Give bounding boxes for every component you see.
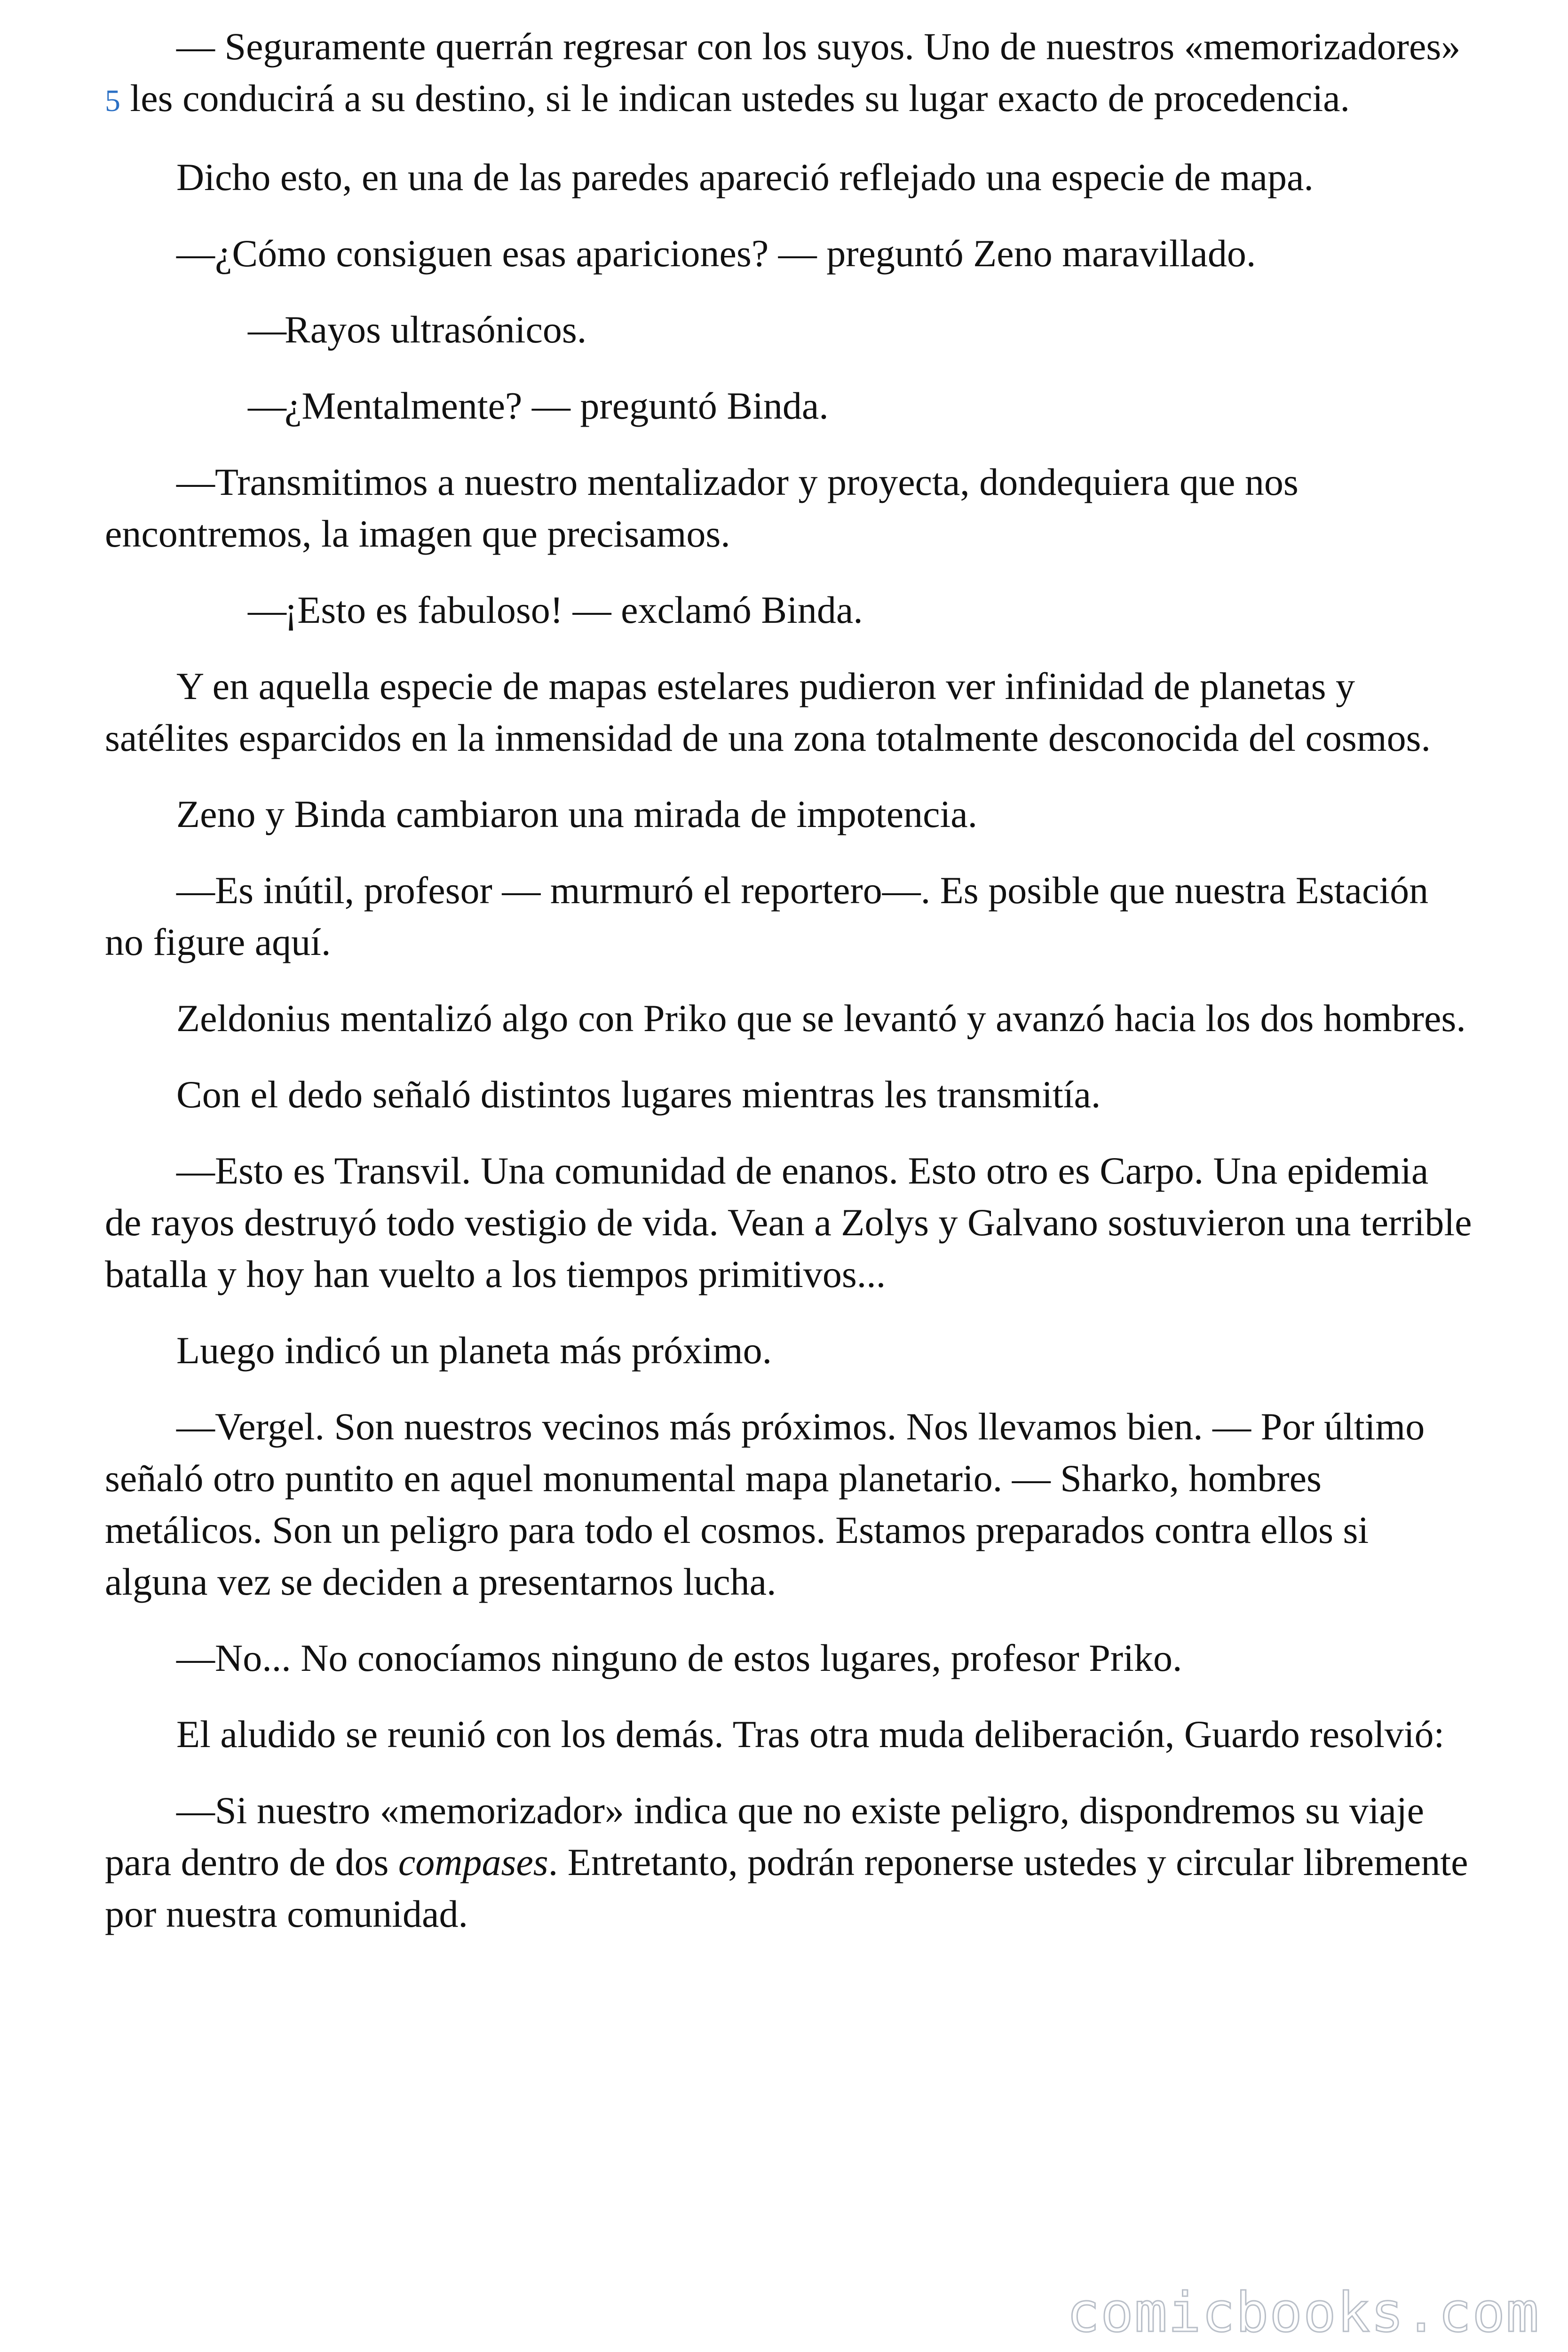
- paragraph-12: Con el dedo señaló distintos lugares mientras les transmitía.: [176, 1073, 1101, 1116]
- paragraph-15: —Vergel. Son nuestros vecinos más próximos. Nos llevamos bien. — Por último señaló otro puntito en aquel monumental mapa planetario. — Sharko, hombres metálicos. Son un peligro para todo el cosmos. Estamos preparados contra ellos si alguna vez se deciden a presentarnos lucha.: [105, 1405, 1425, 1603]
- paragraph-5: —¿Mentalmente? — preguntó Binda.: [105, 380, 1473, 432]
- paragraph-13: —Esto es Transvil. Una comunidad de enanos. Esto otro es Carpo. Una epidemia de rayos destruyó todo vestigio de vida. Vean a Zolys y Galvano sostuvieron una terrible batalla y hoy han vuelto a los tiempos primitivos...: [105, 1149, 1472, 1295]
- dialog-dash: —: [248, 384, 286, 427]
- footnote-link[interactable]: 5: [105, 84, 120, 118]
- paragraph-18: —Si nuestro «memorizador» indica que no existe peligro, dispondremos su viaje para dentro de dos compases. Entretanto, podrán reponerse ustedes y circular libremente por nuestra comunidad.: [105, 1789, 1468, 1935]
- paragraph-3: —¿Cómo consiguen esas apariciones? — preguntó Zeno maravillado.: [176, 232, 1256, 275]
- dialog-dash: —: [248, 308, 286, 351]
- paragraph-8: Y en aquella especie de mapas estelares pudieron ver infinidad de planetas y satélites esparcidos en la inmensidad de una zona totalmente desconocida del cosmos.: [105, 665, 1431, 759]
- paragraph-16: —No... No conocíamos ninguno de estos lugares, profesor Priko.: [176, 1637, 1182, 1679]
- watermark: comicbooks.com: [1067, 2281, 1540, 2344]
- paragraph-14: Luego indicó un planeta más próximo.: [176, 1329, 772, 1372]
- paragraph-7: —¡Esto es fabuloso! — exclamó Binda.: [105, 584, 1473, 636]
- paragraph-10: —Es inútil, profesor — murmuró el reportero—. Es posible que nuestra Estación no figure aquí.: [105, 869, 1429, 963]
- paragraph-17: El aludido se reunió con los demás. Tras otra muda deliberación, Guardo resolvió:: [176, 1713, 1445, 1756]
- paragraph-6: —Transmitimos a nuestro mentalizador y proyecta, dondequiera que nos encontremos, la imagen que precisamos.: [105, 461, 1299, 555]
- paragraph-9: Zeno y Binda cambiaron una mirada de impotencia.: [176, 793, 978, 835]
- book-page: [105, 21, 1473, 1964]
- dialog-dash: —: [248, 588, 286, 631]
- paragraph-2: Dicho esto, en una de las paredes apareció reflejado una especie de mapa.: [176, 156, 1314, 199]
- paragraph-11: Zeldonius mentalizó algo con Priko que se levantó y avanzó hacia los dos hombres.: [176, 997, 1466, 1040]
- paragraph-4: —Rayos ultrasónicos.: [105, 304, 1473, 356]
- italic-word: compases: [398, 1841, 548, 1883]
- paragraph-1: — Seguramente querrán regresar con los suyos. Uno de nuestros «memorizadores» 5 les conducirá a su destino, si le indican ustedes su lugar exacto de procedencia.: [105, 25, 1461, 119]
